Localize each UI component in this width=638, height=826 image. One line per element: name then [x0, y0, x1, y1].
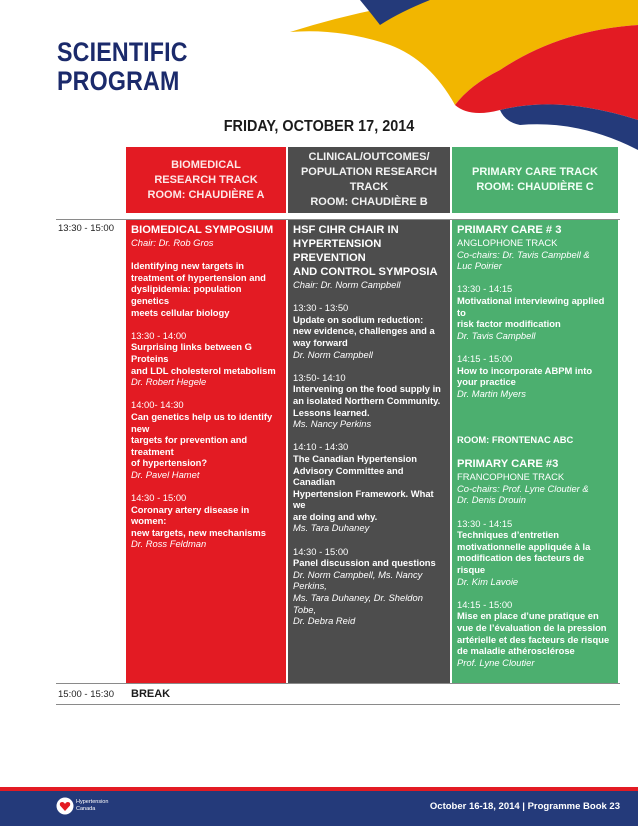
session-chair: Co-chairs: Dr. Tavis Campbell &: [457, 248, 590, 260]
talk-title-line: are doing and why.: [293, 510, 378, 522]
talk-time: 14:30 - 15:00: [293, 545, 349, 557]
session-chair: Chair: Dr. Norm Campbell: [293, 279, 401, 290]
talk-title-line: of hypertension?: [131, 457, 208, 469]
talk-title-line: your practice: [457, 376, 516, 388]
talk-title-line: Techniques d’entretien: [457, 529, 559, 541]
track-header-primary-care: [452, 147, 618, 213]
talk-title-line: Motivational interviewing applied to: [457, 294, 605, 318]
talk-speaker: Dr. Norm Campbell: [293, 348, 373, 360]
talk-title-line: new evidence, challenges and a: [293, 325, 435, 337]
track-header-line: RESEARCH TRACK: [154, 173, 258, 186]
room-label: ROOM: FRONTENAC ABC: [457, 434, 574, 446]
primary-care-session-cell: [452, 220, 618, 683]
row-divider: [56, 213, 620, 220]
track-header-row: [126, 147, 620, 213]
hypertension-canada-logo: [56, 797, 108, 815]
talk-time: 13:30 - 14:15: [457, 283, 513, 295]
talk-title-line: Mise en place d’une pratique en: [457, 610, 599, 622]
talk-title-line: Panel discussion and questions: [293, 557, 436, 569]
session-intro-line: meets cellular biology: [131, 306, 230, 318]
session-chair: Luc Poirier: [457, 260, 502, 272]
session-time: 13:30 - 15:00: [58, 223, 114, 234]
session-chair: Chair: Dr. Rob Gros: [131, 237, 214, 248]
talk-time: 14:15 - 15:00: [457, 352, 513, 364]
session-title: BIOMEDICAL SYMPOSIUM: [131, 224, 274, 236]
talk-title-line: de maladie athérosclérose: [457, 645, 575, 657]
footer-text: October 16-18, 2014 | Programme Book 23: [429, 801, 620, 812]
talk-title-line: The Canadian Hypertension: [293, 452, 417, 464]
talk-time: 13:50- 14:10: [293, 371, 346, 383]
talk-title-line: Can genetics help us to identify new: [131, 410, 273, 434]
track-header-clinical: [286, 147, 452, 213]
logo-text-line: Hypertension: [76, 799, 109, 805]
talk-speaker: Prof. Lyne Cloutier: [457, 656, 535, 668]
talk-speaker: Ms. Tara Duhaney, Dr. Sheldon Tobe,: [293, 592, 423, 615]
session-chair: Co-chairs: Prof. Lyne Cloutier &: [457, 482, 589, 494]
session-title-line: AND CONTROL SYMPOSIA: [293, 266, 438, 278]
session-subtitle: ANGLOPHONE TRACK: [457, 237, 558, 248]
session-intro-line: treatment of hypertension and: [131, 271, 266, 283]
break-label: BREAK: [131, 688, 171, 700]
logo-text-line: Canada: [76, 806, 96, 812]
talk-speaker: Ms. Nancy Perkins: [293, 418, 372, 430]
talk-title-line: Advisory Committee and Canadian: [293, 464, 404, 488]
talk-speaker: Dr. Pavel Hamet: [131, 468, 200, 480]
page-title-line1: SCIENTIFIC: [57, 37, 188, 67]
talk-speaker: Ms. Tara Duhaney: [293, 522, 370, 534]
talk-speaker: Dr. Ross Feldman: [131, 538, 207, 550]
talk-time: 13:30 - 14:15: [457, 517, 513, 529]
talk-speaker: Dr. Tavis Campbell: [457, 329, 536, 341]
session-intro-line: dyslipidemia: population genetics: [131, 283, 242, 306]
talk-title-line: Surprising links between G Proteins: [131, 341, 252, 364]
session-title: PRIMARY CARE # 3: [457, 224, 562, 236]
talk-time: 13:30 - 13:50: [293, 302, 349, 314]
talk-speaker: Dr. Norm Campbell, Ms. Nancy Perkins,: [293, 568, 423, 592]
session-title: PRIMARY CARE #3: [457, 458, 559, 471]
talk-title-line: How to incorporate ABPM into: [457, 364, 593, 376]
talk-title-line: new targets, new mechanisms: [131, 526, 266, 538]
talk-title-line: risk factor modification: [457, 318, 561, 330]
session-chair: Dr. Denis Drouin: [457, 494, 526, 506]
talk-title-line: vue de l’évaluation de la pression: [457, 622, 607, 633]
talk-title-line: and LDL cholesterol metabolism: [131, 364, 276, 376]
track-header-line: PRIMARY CARE TRACK: [472, 166, 598, 178]
talk-speaker: Dr. Kim Lavoie: [457, 575, 519, 587]
talk-time: 13:30 - 14:00: [131, 329, 187, 341]
track-header-line: CLINICAL/OUTCOMES/: [308, 151, 430, 163]
talk-speaker: Dr. Robert Hegele: [131, 376, 207, 388]
track-header-room: ROOM: CHAUDIÈRE B: [310, 196, 428, 208]
talk-title-line: Lessons learned.: [293, 406, 370, 418]
talk-time: 14:30 - 15:00: [131, 492, 187, 504]
talk-title-line: an isolated Northern Community.: [293, 394, 441, 406]
session-title-line: HYPERTENSION PREVENTION: [293, 238, 382, 264]
track-header-line: BIOMEDICAL: [171, 158, 241, 171]
session-title-line: HSF CIHR CHAIR IN: [293, 224, 399, 236]
session-subtitle: FRANCOPHONE TRACK: [457, 471, 565, 483]
talk-speaker: Dr. Debra Reid: [293, 615, 356, 627]
break-time: 15:00 - 15:30: [58, 688, 114, 700]
talk-title-line: Update on sodium reduction:: [293, 313, 424, 325]
biomedical-session-cell: [126, 220, 286, 683]
talk-title-line: Coronary artery disease in women:: [131, 503, 250, 527]
page-title: [57, 38, 188, 96]
talk-title-line: Intervening on the food supply in: [293, 383, 441, 395]
talk-time: 14:15 - 15:00: [457, 598, 513, 610]
session-intro-line: Identifying new targets in: [131, 260, 245, 272]
track-header-line: POPULATION RESEARCH TRACK: [300, 166, 438, 193]
talk-title-line: Hypertension Framework. What we: [293, 487, 434, 511]
track-header-biomedical: [126, 147, 286, 213]
track-header-room: ROOM: CHAUDIÈRE C: [476, 181, 594, 193]
talk-title-line: motivationnelle appliquée à la: [457, 540, 591, 552]
talk-speaker: Dr. Martin Myers: [457, 387, 526, 399]
session-row: [56, 220, 620, 684]
talk-title-line: way forward: [293, 336, 348, 348]
talk-title-line: artérielle et des facteurs de risque: [457, 633, 610, 645]
clinical-session-cell: [286, 220, 452, 683]
date-heading: FRIDAY, OCTOBER 17, 2014: [223, 118, 415, 135]
maple-heart-icon: [56, 797, 74, 815]
talk-time: 14:00- 14:30: [131, 399, 184, 411]
page-footer: [0, 791, 638, 826]
talk-time: 14:10 - 14:30: [293, 441, 349, 453]
talk-title-line: targets for prevention and treatment: [131, 434, 248, 457]
schedule-table: [56, 147, 620, 705]
page-title-line2: PROGRAM: [57, 66, 180, 96]
track-header-room: ROOM: CHAUDIÈRE A: [147, 188, 265, 201]
break-row: [56, 684, 620, 705]
talk-title-line: modification des facteurs de risque: [457, 552, 585, 576]
